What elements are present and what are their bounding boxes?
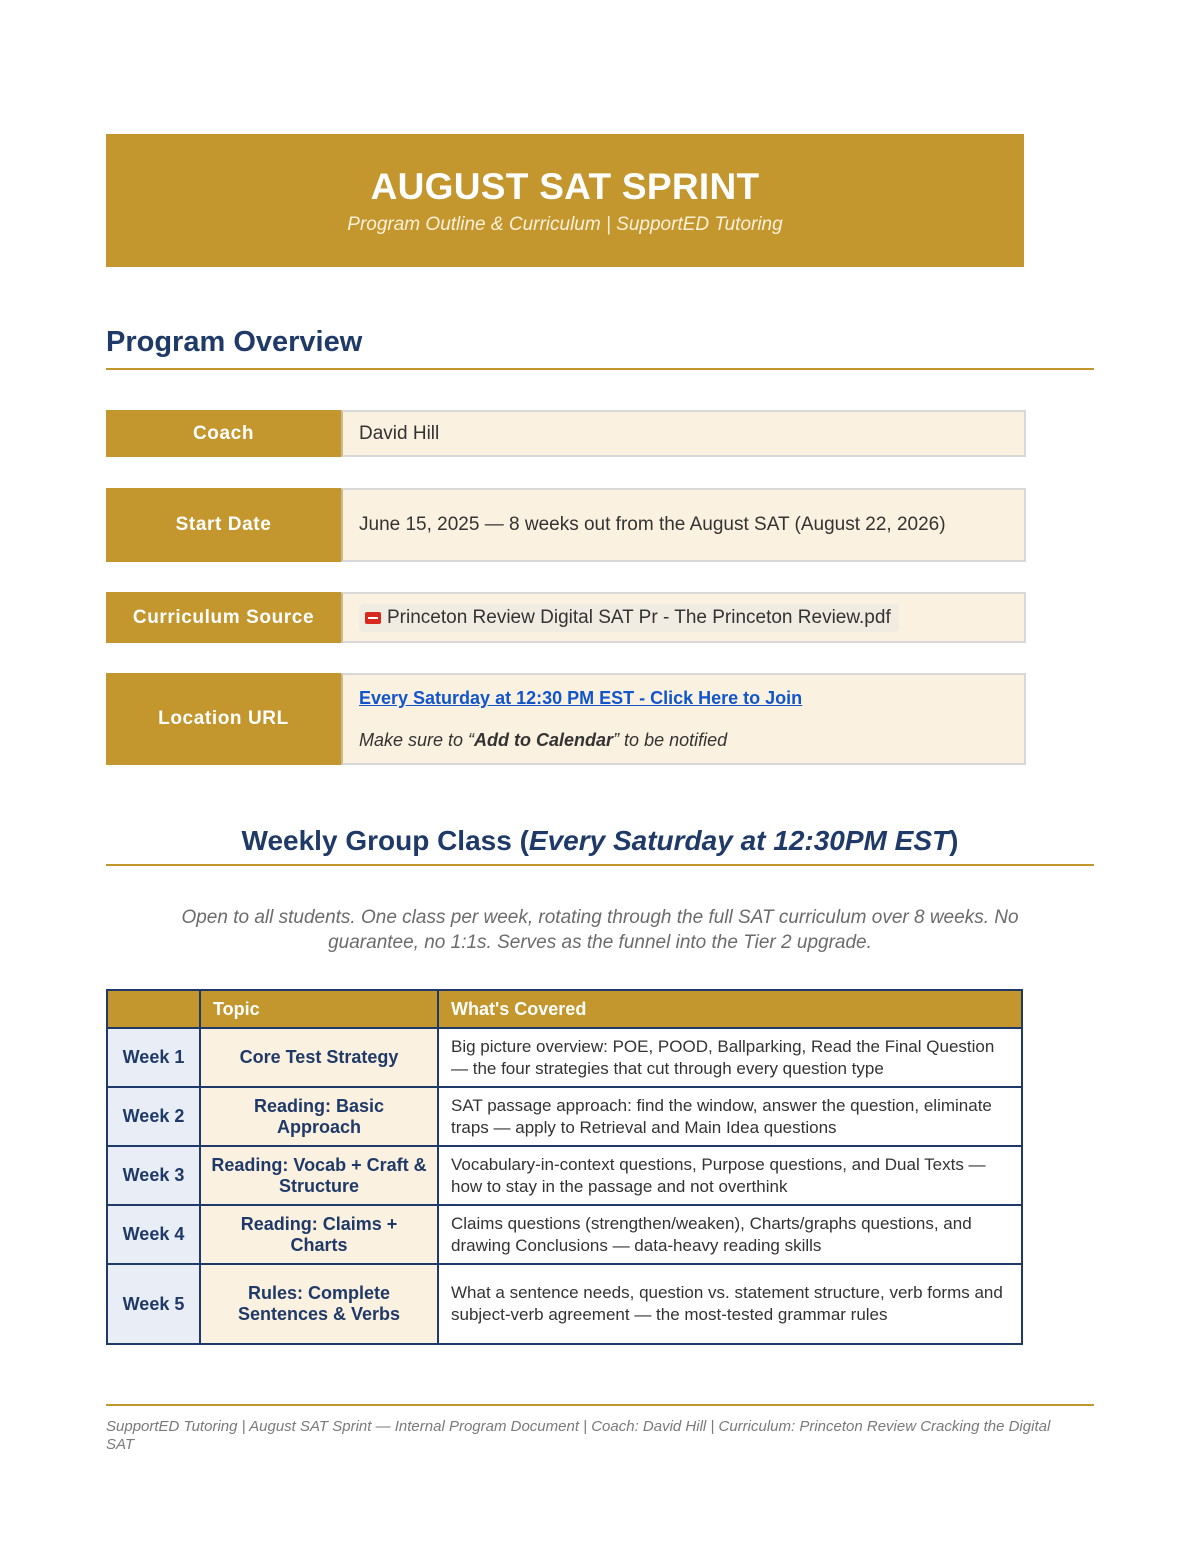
weekly-class-heading xyxy=(106,825,1094,857)
table-row xyxy=(107,1146,1022,1205)
title-banner xyxy=(106,134,1024,267)
topic-cell: Reading: Claims + Charts xyxy=(200,1205,438,1264)
weekly-heading-schedule: Every Saturday at 12:30PM EST xyxy=(528,825,950,856)
weekly-heading-post: ) xyxy=(949,825,959,856)
pdf-file-chip[interactable] xyxy=(359,604,899,632)
document-subtitle: Program Outline & Curriculum | SupportED Tutoring xyxy=(347,214,783,235)
footer-divider xyxy=(106,1404,1094,1406)
coach-row xyxy=(106,410,1026,457)
week-cell: Week 3 xyxy=(107,1146,200,1205)
curriculum-source-label: Curriculum Source xyxy=(106,592,341,643)
curriculum-source-value-cell xyxy=(341,592,1026,643)
pdf-file-name: Princeton Review Digital SAT Pr - The Princeton Review.pdf xyxy=(387,606,891,628)
start-date-label: Start Date xyxy=(106,488,341,562)
coach-value: David Hill xyxy=(359,422,440,444)
calendar-note-post: ” to be notified xyxy=(613,730,728,750)
coach-label: Coach xyxy=(106,410,341,457)
column-header-topic: Topic xyxy=(200,990,438,1028)
covered-cell: SAT passage approach: find the window, answer the question, eliminate traps — apply to Retrieval and Main Idea questions xyxy=(438,1087,1022,1146)
program-overview-heading: Program Overview xyxy=(106,326,363,358)
location-url-label: Location URL xyxy=(106,673,341,765)
topic-cell: Core Test Strategy xyxy=(200,1028,438,1087)
coach-value-cell xyxy=(341,410,1026,457)
week-cell: Week 4 xyxy=(107,1205,200,1264)
topic-cell: Reading: Basic Approach xyxy=(200,1087,438,1146)
add-to-calendar-text: Add to Calendar xyxy=(474,730,614,750)
curriculum-table xyxy=(106,989,1023,1345)
weekly-heading-pre: Weekly Group Class ( xyxy=(241,825,529,856)
covered-cell: Claims questions (strengthen/weaken), Charts/graphs questions, and drawing Conclusions — data-heavy reading skills xyxy=(438,1205,1022,1264)
covered-cell: What a sentence needs, question vs. statement structure, verb forms and subject-verb agreement — the most-tested grammar rules xyxy=(438,1264,1022,1344)
topic-cell: Rules: Complete Sentences & Verbs xyxy=(200,1264,438,1344)
weekly-class-intro: Open to all students. One class per week, rotating through the full SAT curriculum over 8 weeks. No guarantee, no 1:1s. Serves as the funnel into the Tier 2 upgrade. xyxy=(181,907,1019,953)
covered-cell: Vocabulary-in-context questions, Purpose questions, and Dual Texts — how to stay in the passage and not overthink xyxy=(438,1146,1022,1205)
start-date-value: June 15, 2025 — 8 weeks out from the August SAT (August 22, 2026) xyxy=(359,514,946,535)
table-row xyxy=(107,1087,1022,1146)
curriculum-source-row xyxy=(106,592,1026,643)
table-row xyxy=(107,1264,1022,1344)
column-header-covered: What's Covered xyxy=(438,990,1022,1028)
calendar-note-pre: Make sure to “ xyxy=(359,730,475,750)
week-cell: Week 5 xyxy=(107,1264,200,1344)
start-date-row xyxy=(106,488,1026,562)
covered-cell: Big picture overview: POE, POOD, Ballparking, Read the Final Question — the four strategies that cut through every question type xyxy=(438,1028,1022,1087)
location-url-value-cell xyxy=(341,673,1026,765)
table-header-row xyxy=(107,990,1022,1028)
week-cell: Week 2 xyxy=(107,1087,200,1146)
section-divider xyxy=(106,864,1094,866)
section-divider xyxy=(106,368,1094,370)
pdf-file-icon xyxy=(365,612,381,624)
week-cell: Week 1 xyxy=(107,1028,200,1087)
footer-text: SupportED Tutoring | August SAT Sprint — Internal Program Document | Coach: David Hill | Curriculum: Princeton Review Cracking the Digital SAT xyxy=(106,1418,1051,1453)
document-title: AUGUST SAT SPRINT xyxy=(370,166,760,207)
calendar-note xyxy=(359,728,1008,752)
topic-cell: Reading: Vocab + Craft & Structure xyxy=(200,1146,438,1205)
table-row xyxy=(107,1028,1022,1087)
start-date-value-cell xyxy=(341,488,1026,562)
location-url-row xyxy=(106,673,1026,765)
table-row xyxy=(107,1205,1022,1264)
column-header-week xyxy=(107,990,200,1028)
join-class-link[interactable]: Every Saturday at 12:30 PM EST - Click Here to Join xyxy=(359,688,803,708)
